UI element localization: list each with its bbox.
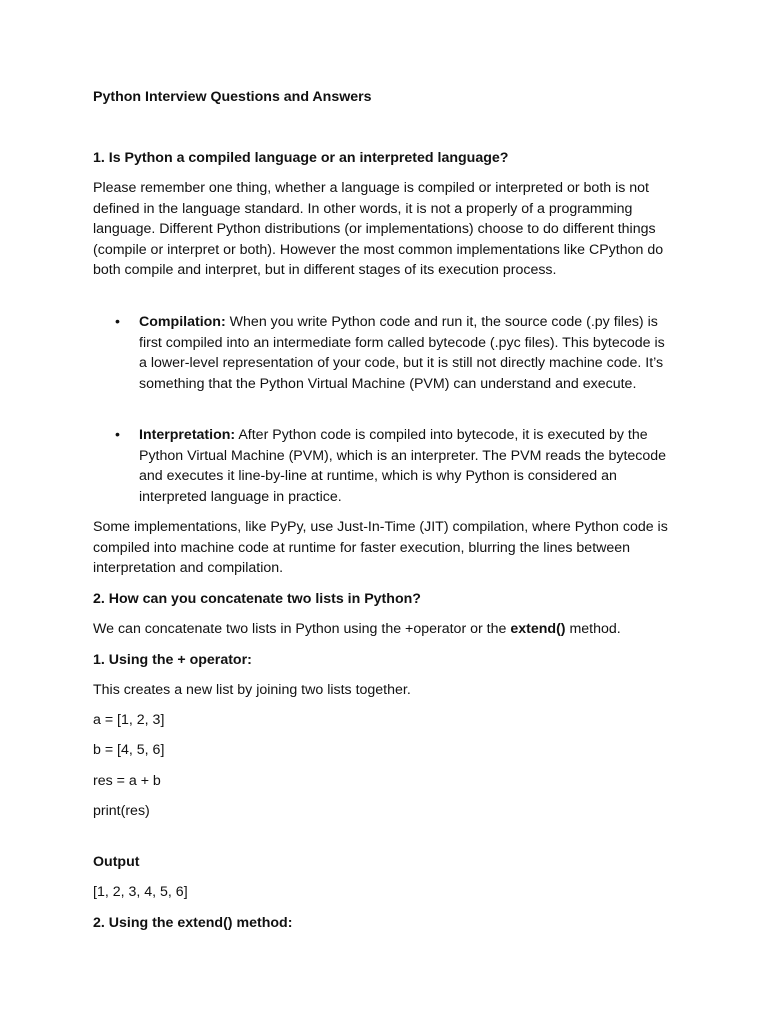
- question-1-heading: 1. Is Python a compiled language or an interpreted language?: [93, 150, 509, 166]
- bullet-item-interpretation: [93, 425, 673, 507]
- bullet-body: When you write Python code and run it, the source code (.py files) is first compiled into an intermediate form called bytecode (.pyc files). This bytecode is a lower-level representation of your code, but it is still not directly machine code. It’s something that the Python Virtual Machine (PVM) can understand and execute.: [139, 314, 665, 392]
- intro-text-end: method.: [565, 621, 621, 637]
- code-line: res = a + b: [93, 773, 161, 789]
- bullet-text: [139, 312, 671, 394]
- document-title: Python Interview Questions and Answers: [93, 89, 372, 105]
- bullet-term: Interpretation:: [139, 427, 236, 443]
- bullet-term: Compilation:: [139, 314, 226, 330]
- extend-method-name: extend(): [510, 621, 566, 637]
- code-line: a = [1, 2, 3]: [93, 712, 165, 728]
- bullet-icon: •: [115, 314, 120, 330]
- bullet-icon: •: [115, 427, 120, 443]
- bullet-item-compilation: [93, 312, 673, 412]
- output-label: Output: [93, 854, 140, 870]
- question-2-heading: 2. How can you concatenate two lists in Python?: [93, 591, 421, 607]
- code-line: b = [4, 5, 6]: [93, 742, 165, 758]
- subheading-plus-operator: 1. Using the + operator:: [93, 652, 252, 668]
- plus-operator-description: This creates a new list by joining two lists together.: [93, 682, 411, 698]
- intro-text: We can concatenate two lists in Python using the +operator or the: [93, 621, 511, 637]
- bullet-text: [139, 425, 671, 507]
- question-2-intro: [93, 619, 673, 640]
- code-line: print(res): [93, 803, 150, 819]
- question-1-intro: Please remember one thing, whether a language is compiled or interpreted or both is not defined in the language standard. In other words, it is not a properly of a programming language. Different Python distributions (or implementations) choose to do different things (compile or interpret or both). However the most common implementations like CPython do both compile and interpret, but in different stages of its execution process.: [93, 180, 664, 279]
- subheading-extend-method: 2. Using the extend() method:: [93, 915, 293, 931]
- output-value: [1, 2, 3, 4, 5, 6]: [93, 884, 188, 900]
- question-1-outro: Some implementations, like PyPy, use Just-In-Time (JIT) compilation, where Python code is compiled into machine code at runtime for faster execution, blurring the lines between interpretation and compilation.: [93, 519, 668, 577]
- bullet-body: After Python code is compiled into bytecode, it is executed by the Python Virtual Machine (PVM), which is an interpreter. The PVM reads the bytecode and executes it line-by-line at runtime, which is why Python is considered an interpreted language in practice.: [139, 427, 667, 505]
